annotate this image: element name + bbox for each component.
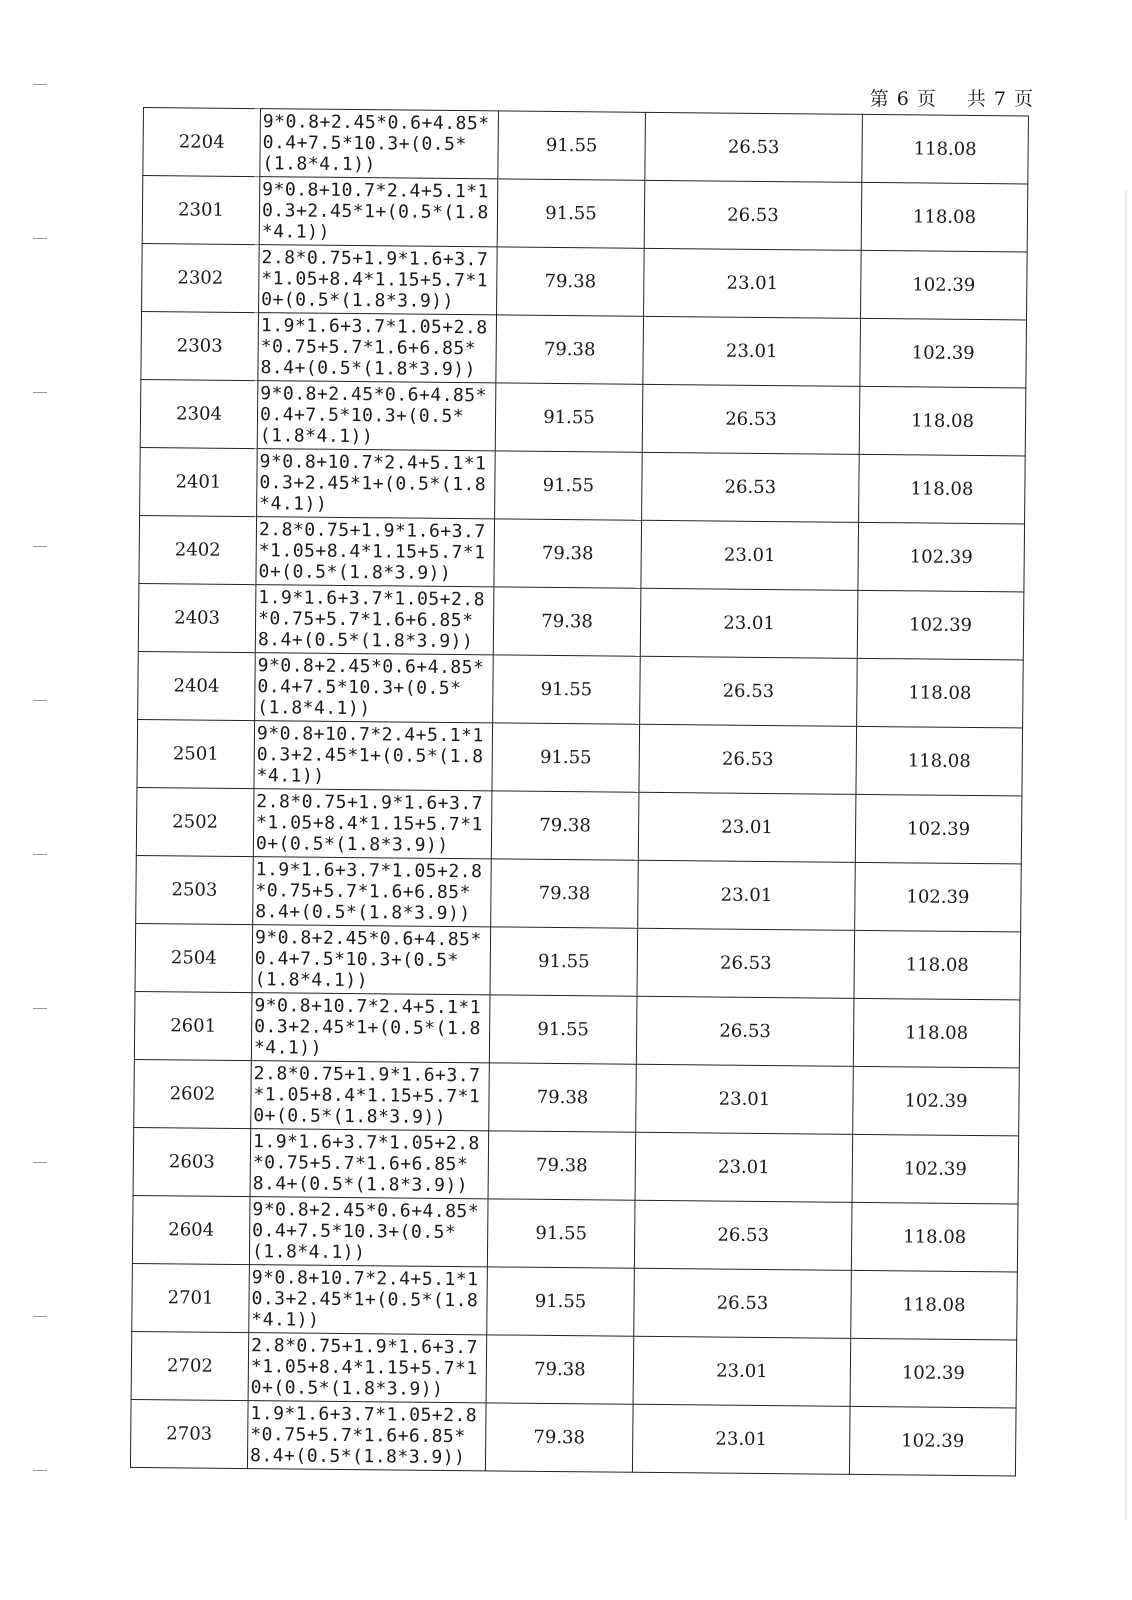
area-value-cell: 79.38 (494, 519, 642, 588)
shared-area-cell: 26.53 (637, 928, 855, 998)
area-value-cell: 91.55 (493, 655, 641, 724)
total-area-cell: 102.39 (860, 318, 1027, 388)
total-area-cell: 102.39 (855, 862, 1022, 932)
total-area-cell: 102.39 (855, 794, 1022, 864)
room-number-cell: 2703 (130, 1399, 248, 1468)
total-area-cell: 102.39 (861, 250, 1028, 320)
formula-text: 9*0.8+10.7*2.4+5.1*10.3+2.45*1+(0.5*(1.8*4.1)) (251, 1267, 479, 1331)
formula-text: 9*0.8+10.7*2.4+5.1*10.3+2.45*1+(0.5*(1.8*4.1)) (259, 451, 487, 515)
area-value-cell: 91.55 (497, 179, 645, 248)
shared-area-cell: 23.01 (641, 520, 859, 590)
formula-text: 2.8*0.75+1.9*1.6+3.7*1.05+8.4*1.15+5.7*10+(0.5*(1.8*3.9)) (255, 791, 484, 856)
formula-text: 9*0.8+2.45*0.6+4.85*0.4+7.5*10.3+(0.5*(1.8*4.1)) (257, 655, 485, 720)
formula-text: 1.9*1.6+3.7*1.05+2.8*0.75+5.7*1.6+6.85*8.4+(0.5*(1.8*3.9)) (252, 1131, 480, 1197)
area-value-cell: 79.38 (497, 247, 645, 316)
shared-area-cell: 26.53 (644, 180, 862, 250)
shared-area-cell: 26.53 (634, 1268, 852, 1338)
room-number-cell: 2303 (141, 311, 259, 380)
table-row (140, 379, 1026, 455)
total-area-cell: 118.08 (862, 114, 1029, 184)
area-value-cell: 79.38 (491, 859, 639, 928)
formula-text: 9*0.8+2.45*0.6+4.85*0.4+7.5*10.3+(0.5*(1.8*4.1)) (259, 383, 488, 448)
room-number-cell: 2601 (134, 991, 252, 1060)
total-area-cell: 118.08 (859, 386, 1026, 456)
total-area-cell: 102.39 (858, 522, 1025, 592)
room-number-cell: 2602 (134, 1059, 252, 1128)
shared-area-cell: 23.01 (640, 588, 858, 658)
area-value-cell: 91.55 (490, 927, 638, 996)
area-value-cell: 79.38 (489, 1063, 637, 1132)
room-number-cell: 2301 (142, 176, 260, 245)
table-row (137, 719, 1023, 795)
quantity-table (130, 107, 1029, 1476)
shared-area-cell: 23.01 (635, 1132, 853, 1202)
table-row (133, 1127, 1019, 1203)
formula-text: 2.8*0.75+1.9*1.6+3.7*1.05+8.4*1.15+5.7*10+(0.5*(1.8*3.9)) (258, 519, 486, 584)
table-row (130, 1399, 1016, 1475)
total-area-cell: 118.08 (854, 930, 1021, 1000)
page-number-header (870, 84, 1034, 111)
formula-text: 9*0.8+2.45*0.6+4.85*0.4+7.5*10.3+(0.5*(1.8*4.1)) (254, 927, 482, 992)
formula-text: 1.9*1.6+3.7*1.05+2.8*0.75+5.7*1.6+6.85*8.4+(0.5*(1.8*3.9)) (249, 1403, 478, 1469)
area-value-cell: 91.55 (489, 995, 637, 1064)
area-formula-cell (249, 1265, 488, 1335)
table-row (131, 1331, 1017, 1407)
table-row (132, 1195, 1018, 1271)
area-formula-cell (259, 177, 498, 247)
formula-text: 1.9*1.6+3.7*1.05+2.8*0.75+5.7*1.6+6.85*8.4+(0.5*(1.8*3.9)) (257, 587, 486, 653)
area-value-cell: 79.38 (488, 1131, 636, 1200)
formula-text: 9*0.8+10.7*2.4+5.1*10.3+2.45*1+(0.5*(1.8*4.1)) (253, 995, 482, 1059)
area-value-cell: 91.55 (498, 111, 646, 180)
shared-area-cell: 23.01 (632, 1404, 850, 1474)
room-number-cell: 2302 (142, 243, 260, 312)
area-value-cell: 91.55 (487, 1267, 635, 1336)
margin-tick (33, 238, 47, 239)
area-formula-cell (247, 1401, 486, 1471)
table-row (142, 243, 1028, 319)
room-number-cell: 2403 (138, 583, 256, 652)
area-value-cell: 79.38 (486, 1335, 634, 1404)
shared-area-cell: 26.53 (645, 112, 863, 182)
room-number-cell: 2404 (138, 651, 256, 720)
table-row (135, 923, 1021, 999)
total-area-cell: 118.08 (856, 726, 1023, 796)
table-row (138, 651, 1024, 727)
total-area-cell: 118.08 (861, 182, 1028, 252)
area-formula-cell (252, 925, 491, 995)
total-area-cell: 102.39 (852, 1134, 1019, 1204)
margin-tick (33, 84, 47, 85)
shared-area-cell: 26.53 (634, 1200, 852, 1270)
area-value-cell: 91.55 (487, 1199, 635, 1268)
margin-tick (33, 700, 47, 701)
table-row (143, 108, 1029, 184)
area-value-cell: 79.38 (491, 791, 639, 860)
total-area-cell: 118.08 (851, 1270, 1018, 1340)
area-formula-cell (260, 109, 499, 179)
area-value-cell: 79.38 (485, 1403, 633, 1472)
table-row (136, 855, 1022, 931)
table-row (134, 1059, 1020, 1135)
formula-text: 9*0.8+10.7*2.4+5.1*10.3+2.45*1+(0.5*(1.8*4.1)) (256, 723, 484, 787)
shared-area-cell: 23.01 (644, 248, 862, 318)
margin-tick (33, 1162, 47, 1163)
shared-area-cell: 26.53 (636, 996, 854, 1066)
table-row (142, 176, 1028, 252)
margin-tick (33, 1008, 47, 1009)
table-body (130, 108, 1028, 1476)
formula-text: 9*0.8+2.45*0.6+4.85*0.4+7.5*10.3+(0.5*(1.8*4.1)) (262, 111, 490, 176)
shared-area-cell: 26.53 (642, 452, 860, 522)
area-formula-cell (251, 1061, 490, 1131)
room-number-cell: 2501 (137, 719, 255, 788)
room-number-cell: 2504 (135, 923, 253, 992)
shared-area-cell: 23.01 (638, 860, 856, 930)
formula-text: 9*0.8+10.7*2.4+5.1*10.3+2.45*1+(0.5*(1.8*4.1)) (261, 179, 490, 243)
margin-tick (33, 1470, 47, 1471)
scan-edge-shadow (1124, 190, 1128, 1520)
area-value-cell: 91.55 (495, 451, 643, 520)
page-number: 第 6 页 (869, 88, 937, 110)
area-value-cell: 79.38 (493, 587, 641, 656)
table-row (138, 583, 1024, 659)
area-value-cell: 91.55 (492, 723, 640, 792)
formula-text: 2.8*0.75+1.9*1.6+3.7*1.05+8.4*1.15+5.7*10+(0.5*(1.8*3.9)) (253, 1063, 481, 1128)
area-formula-cell (256, 517, 495, 587)
shared-area-cell: 23.01 (638, 792, 856, 862)
area-formula-cell (251, 993, 490, 1063)
area-formula-cell (248, 1333, 487, 1403)
shared-area-cell: 26.53 (639, 724, 857, 794)
area-formula-cell (258, 313, 497, 383)
room-number-cell: 2401 (140, 447, 258, 516)
area-formula-cell (249, 1197, 488, 1267)
room-number-cell: 2204 (143, 108, 261, 177)
formula-text: 2.8*0.75+1.9*1.6+3.7*1.05+8.4*1.15+5.7*10+(0.5*(1.8*3.9)) (250, 1335, 478, 1400)
room-number-cell: 2701 (132, 1263, 250, 1332)
binding-margin-marks (33, 0, 47, 1600)
area-formula-cell (253, 789, 492, 859)
shared-area-cell: 23.01 (633, 1336, 851, 1406)
shared-area-cell: 23.01 (636, 1064, 854, 1134)
page-total: 共 7 页 (966, 88, 1034, 110)
area-value-cell: 91.55 (495, 383, 643, 452)
table-row (136, 787, 1022, 863)
total-area-cell: 118.08 (853, 998, 1020, 1068)
room-number-cell: 2603 (133, 1127, 251, 1196)
formula-text: 1.9*1.6+3.7*1.05+2.8*0.75+5.7*1.6+6.85*8.4+(0.5*(1.8*3.9)) (255, 859, 483, 925)
table-row (140, 447, 1026, 523)
area-formula-cell (259, 245, 498, 315)
area-formula-cell (255, 653, 494, 723)
area-formula-cell (257, 449, 496, 519)
margin-tick (33, 392, 47, 393)
margin-tick (33, 854, 47, 855)
total-area-cell: 102.39 (853, 1066, 1020, 1136)
shared-area-cell: 26.53 (642, 384, 860, 454)
margin-tick (33, 1316, 47, 1317)
table-row (141, 311, 1027, 387)
formula-text: 9*0.8+2.45*0.6+4.85*0.4+7.5*10.3+(0.5*(1.8*4.1)) (251, 1199, 480, 1264)
room-number-cell: 2402 (139, 515, 257, 584)
area-formula-cell (255, 585, 494, 655)
shared-area-cell: 26.53 (640, 656, 858, 726)
area-formula-cell (253, 857, 492, 927)
area-formula-cell (254, 721, 493, 791)
area-formula-cell (250, 1129, 489, 1199)
total-area-cell: 118.08 (859, 454, 1026, 524)
room-number-cell: 2503 (136, 855, 254, 924)
room-number-cell: 2702 (131, 1331, 249, 1400)
formula-text: 2.8*0.75+1.9*1.6+3.7*1.05+8.4*1.15+5.7*10+(0.5*(1.8*3.9)) (261, 247, 489, 312)
table-row (139, 515, 1025, 591)
total-area-cell: 118.08 (857, 658, 1024, 728)
total-area-cell: 118.08 (851, 1202, 1018, 1272)
room-number-cell: 2502 (136, 787, 254, 856)
room-number-cell: 2304 (140, 379, 258, 448)
total-area-cell: 102.39 (849, 1406, 1016, 1476)
quantity-table-wrapper (130, 107, 1023, 1476)
total-area-cell: 102.39 (857, 590, 1024, 660)
area-formula-cell (257, 381, 496, 451)
table-row (132, 1263, 1018, 1339)
room-number-cell: 2604 (132, 1195, 250, 1264)
formula-text: 1.9*1.6+3.7*1.05+2.8*0.75+5.7*1.6+6.85*8.4+(0.5*(1.8*3.9)) (260, 315, 488, 381)
total-area-cell: 102.39 (850, 1338, 1017, 1408)
table-row (134, 991, 1020, 1067)
margin-tick (33, 546, 47, 547)
area-value-cell: 79.38 (496, 315, 644, 384)
shared-area-cell: 23.01 (643, 316, 861, 386)
